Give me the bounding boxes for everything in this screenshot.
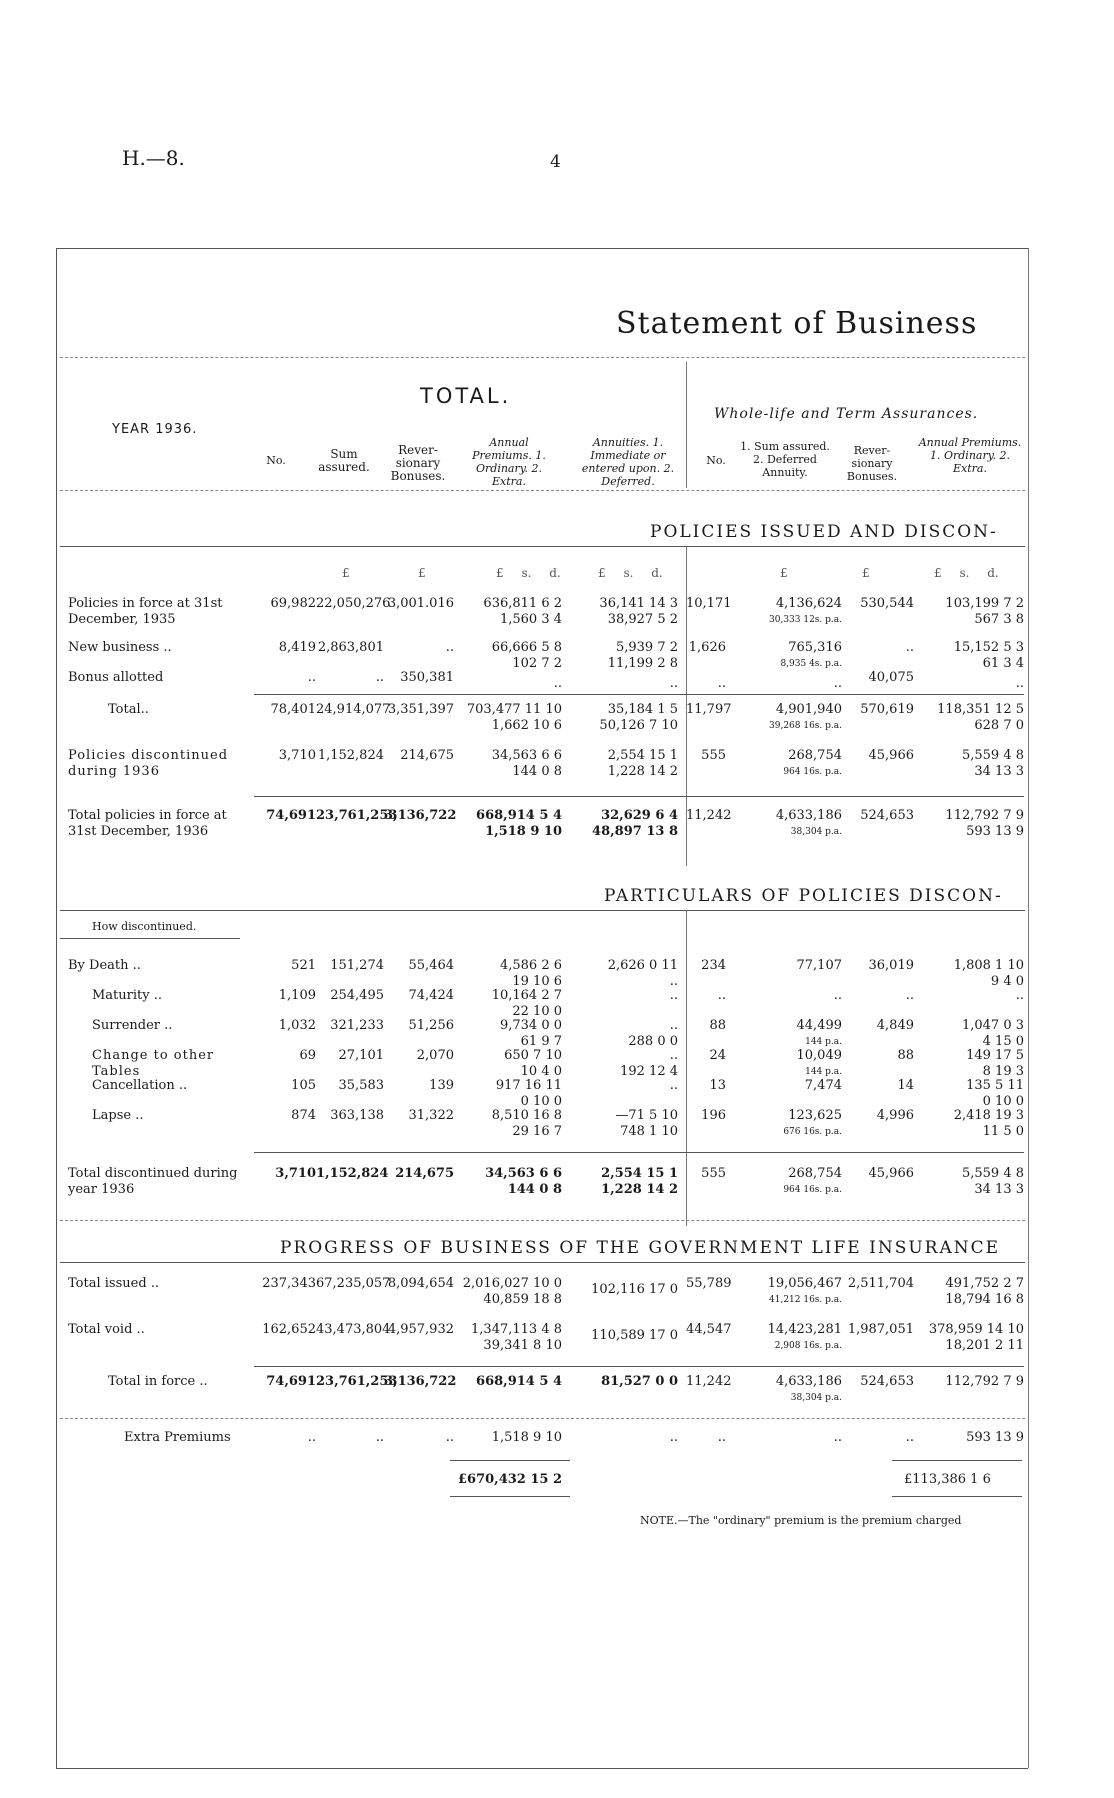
table-row bbox=[68, 1166, 1028, 1202]
prem-cell: 1,347,113 4 8 39,341 8 10 bbox=[471, 1322, 562, 1353]
wl-prem-cell: 1,047 0 3 4 15 0 bbox=[961, 1018, 1024, 1049]
wl-bonus-cell: 530,544 bbox=[860, 596, 914, 611]
row-label: Bonus allotted bbox=[68, 670, 164, 685]
table-row bbox=[68, 596, 1028, 632]
sum-cell: .. bbox=[375, 1430, 384, 1445]
wl-no-cell: 24 bbox=[709, 1048, 726, 1063]
no-cell: .. bbox=[307, 1430, 316, 1445]
wl-bonus-cell: 14 bbox=[897, 1078, 914, 1093]
no-cell: 162,652 bbox=[262, 1322, 316, 1337]
no-cell: 8,419 bbox=[278, 640, 316, 655]
section-particulars-rule bbox=[60, 910, 1025, 911]
wl-bonus-cell: .. bbox=[905, 1430, 914, 1445]
no-cell: 521 bbox=[291, 958, 316, 973]
unit-pound-1: £ bbox=[342, 566, 350, 580]
wl-prem-cell: 135 5 11 0 10 0 bbox=[966, 1078, 1024, 1109]
frame-bottom bbox=[56, 1768, 1028, 1769]
wl-sum-cell: 268,754 964 16s. p.a. bbox=[783, 748, 842, 777]
row-label: Surrender .. bbox=[92, 1018, 173, 1033]
wl-bonus-cell: 524,653 bbox=[860, 1374, 914, 1389]
table-row bbox=[68, 1108, 1028, 1144]
sum-cell: 24,914,077 bbox=[316, 702, 391, 717]
no-cell: 74,691 bbox=[266, 1374, 316, 1389]
wl-sum-cell: 4,136,624 30,333 12s. p.a. bbox=[769, 596, 842, 625]
row-label: Total policies in force at 31st December, 1936 bbox=[68, 808, 227, 839]
wl-no-cell: 10,171 bbox=[686, 596, 732, 611]
col-annuities: Annuities. 1. Immediate or entered upon. 2. Deferred. bbox=[581, 436, 675, 488]
wl-col-sum: 1. Sum assured. 2. Deferred Annuity. bbox=[740, 440, 830, 479]
wl-bonus-cell: 40,075 bbox=[868, 670, 914, 685]
frame-right bbox=[1028, 248, 1029, 1768]
wl-no-cell: 44,547 bbox=[686, 1322, 732, 1337]
sum-cell: 151,274 bbox=[330, 958, 384, 973]
ann-cell: .. bbox=[669, 1078, 678, 1093]
no-cell: 874 bbox=[291, 1108, 316, 1123]
year-label: YEAR 1936. bbox=[112, 422, 198, 437]
wl-prem-cell: 378,959 14 10 18,201 2 11 bbox=[928, 1322, 1024, 1353]
section-issued: POLICIES ISSUED AND DISCON- bbox=[650, 522, 998, 542]
prem-cell: .. bbox=[553, 676, 562, 691]
total-label: TOTAL. bbox=[420, 384, 512, 408]
ann-cell: 2,554 15 1 1,228 14 2 bbox=[607, 748, 678, 779]
grand-total-rule-bottom bbox=[450, 1496, 570, 1497]
bonus-cell: 4,957,932 bbox=[387, 1322, 454, 1337]
table-row bbox=[68, 1322, 1028, 1358]
bonus-cell: 2,070 bbox=[416, 1048, 454, 1063]
no-cell: 3,710 bbox=[278, 748, 316, 763]
sum-cell: 2,863,801 bbox=[317, 640, 384, 655]
ann-cell: —71 5 10 748 1 10 bbox=[615, 1108, 678, 1139]
wl-prem-cell: 5,559 4 8 34 13 3 bbox=[961, 748, 1024, 779]
wl-no-cell: 11,797 bbox=[686, 702, 732, 717]
subtotal-rule bbox=[254, 694, 1024, 695]
ann-cell: 5,939 7 2 11,199 2 8 bbox=[607, 640, 678, 671]
unit-pound-2: £ bbox=[418, 566, 426, 580]
wl-unit-lsd: £ s. d. bbox=[934, 566, 999, 580]
wl-bonus-cell: 4,849 bbox=[876, 1018, 914, 1033]
no-cell: .. bbox=[307, 670, 316, 685]
wl-bonus-cell: 36,019 bbox=[868, 958, 914, 973]
no-cell: 69,982 bbox=[270, 596, 316, 611]
wl-grand-total-rule-top bbox=[892, 1460, 1022, 1461]
wl-bonus-cell: 570,619 bbox=[860, 702, 914, 717]
row-label: By Death .. bbox=[68, 958, 141, 973]
sum-cell: 35,583 bbox=[338, 1078, 384, 1093]
no-cell: 74,691 bbox=[266, 808, 316, 823]
section-particulars: PARTICULARS OF POLICIES DISCON- bbox=[604, 886, 1003, 906]
particulars-total-rule bbox=[254, 1152, 1024, 1153]
wl-bonus-cell: 2,511,704 bbox=[847, 1276, 914, 1291]
bonus-cell: 214,675 bbox=[400, 748, 454, 763]
ann-cell: 81,527 0 0 bbox=[601, 1374, 678, 1389]
table-row bbox=[68, 702, 1028, 738]
wl-sum-cell: 19,056,467 41,212 16s. p.a. bbox=[767, 1276, 842, 1305]
wl-col-no: No. bbox=[706, 454, 726, 467]
wl-sum-cell: .. bbox=[833, 1430, 842, 1445]
wl-prem-cell: 593 13 9 bbox=[966, 1430, 1024, 1445]
prem-cell: 34,563 6 6 144 0 8 bbox=[485, 1166, 562, 1197]
sum-cell: 23,761,253 bbox=[316, 808, 398, 823]
how-rule bbox=[60, 938, 240, 939]
prem-cell: 668,914 5 4 bbox=[476, 1374, 562, 1389]
prem-cell: 9,734 0 0 61 9 7 bbox=[499, 1018, 562, 1049]
header-rule bbox=[60, 357, 1025, 358]
how-discontinued-label: How discontinued. bbox=[92, 920, 197, 933]
prem-cell: 10,164 2 7 22 10 0 bbox=[491, 988, 562, 1019]
no-cell: 1,032 bbox=[278, 1018, 316, 1033]
ann-cell: .. 192 12 4 bbox=[620, 1048, 678, 1079]
sum-cell: 23,761,253 bbox=[316, 1374, 398, 1389]
row-label: Maturity .. bbox=[92, 988, 162, 1003]
header-bottom-rule bbox=[60, 490, 1025, 491]
prem-cell: 650 7 10 10 4 0 bbox=[504, 1048, 562, 1079]
wl-sum-cell: 268,754 964 16s. p.a. bbox=[783, 1166, 842, 1195]
row-label: Policies discontinued during 1936 bbox=[68, 748, 229, 779]
bonus-cell: 3,136,722 bbox=[384, 1374, 457, 1389]
bonus-cell: 214,675 bbox=[395, 1166, 454, 1181]
footnote: NOTE.—The "ordinary" premium is the premium charged bbox=[640, 1514, 962, 1527]
wl-prem-cell: .. bbox=[1015, 988, 1024, 1003]
page-ref: H.—8. bbox=[122, 146, 185, 170]
wl-bonus-cell: 88 bbox=[897, 1048, 914, 1063]
bonus-cell: 3,001.016 bbox=[387, 596, 454, 611]
table-row bbox=[68, 1276, 1028, 1312]
wl-no-cell: 555 bbox=[701, 748, 726, 763]
pre-progress-rule bbox=[60, 1220, 1025, 1221]
wl-prem-cell: 149 17 5 8 19 3 bbox=[966, 1048, 1024, 1079]
wl-bonus-cell: 4,996 bbox=[876, 1108, 914, 1123]
no-cell: 1,109 bbox=[278, 988, 316, 1003]
ann-cell: 35,184 1 5 50,126 7 10 bbox=[599, 702, 678, 733]
wl-prem-cell: .. bbox=[1015, 676, 1024, 691]
ann-cell: 102,116 17 0 bbox=[591, 1282, 678, 1297]
wl-no-cell: 55,789 bbox=[686, 1276, 732, 1291]
row-label: Total.. bbox=[108, 702, 149, 717]
col-bonuses: Rever-sionary Bonuses. bbox=[390, 443, 446, 483]
ann-cell: .. 288 0 0 bbox=[628, 1018, 678, 1049]
ann-cell: .. bbox=[669, 676, 678, 691]
bonus-cell: 74,424 bbox=[408, 988, 454, 1003]
sum-cell: 1,152,824 bbox=[316, 1166, 389, 1181]
frame-top bbox=[56, 248, 1028, 249]
progress-dash-rule bbox=[60, 1418, 1025, 1419]
header-divider bbox=[686, 362, 687, 488]
prem-cell: 917 16 11 0 10 0 bbox=[495, 1078, 562, 1109]
wl-sum-cell: 4,633,186 38,304 p.a. bbox=[775, 808, 842, 837]
frame-left bbox=[56, 248, 57, 1768]
wl-prem-cell: 1,808 1 10 9 4 0 bbox=[953, 958, 1024, 989]
row-label: Total issued .. bbox=[68, 1276, 160, 1291]
page-number: 4 bbox=[550, 152, 561, 172]
wl-sum-cell: .. bbox=[833, 676, 842, 691]
wl-bonus-cell: .. bbox=[905, 640, 914, 655]
ann-cell: .. bbox=[669, 988, 678, 1003]
sum-cell: 67,235,057 bbox=[316, 1276, 391, 1291]
col-no: No. bbox=[266, 454, 286, 467]
section-progress-rule bbox=[60, 1262, 1025, 1263]
wl-no-cell: 555 bbox=[701, 1166, 726, 1181]
wl-bonus-cell: 45,966 bbox=[868, 1166, 914, 1181]
sum-cell: 321,233 bbox=[330, 1018, 384, 1033]
bonus-cell: 51,256 bbox=[408, 1018, 454, 1033]
wl-prem-cell: 118,351 12 5 628 7 0 bbox=[937, 702, 1024, 733]
wl-prem-cell: 112,792 7 9 bbox=[945, 1374, 1024, 1389]
page-title: Statement of Business bbox=[616, 306, 978, 341]
wl-no-cell: 13 bbox=[709, 1078, 726, 1093]
no-cell: 237,343 bbox=[262, 1276, 316, 1291]
wl-no-cell: 196 bbox=[701, 1108, 726, 1123]
section-progress: PROGRESS OF BUSINESS OF THE GOVERNMENT LIFE INSURANCE bbox=[280, 1238, 1001, 1258]
wl-prem-cell: 491,752 2 7 18,794 16 8 bbox=[945, 1276, 1024, 1307]
prem-cell: 2,016,027 10 0 40,859 18 8 bbox=[462, 1276, 562, 1307]
wl-sum-cell: 77,107 bbox=[796, 958, 842, 973]
wl-no-cell: .. bbox=[717, 676, 726, 691]
wl-col-premiums: Annual Premiums. 1. Ordinary. 2. Extra. bbox=[918, 436, 1022, 475]
wl-bonus-cell: 524,653 bbox=[860, 808, 914, 823]
wl-prem-cell: 2,418 19 3 11 5 0 bbox=[953, 1108, 1024, 1139]
table-row bbox=[68, 670, 1028, 706]
wl-sum-cell: 7,474 bbox=[804, 1078, 842, 1093]
wl-bonus-cell: .. bbox=[905, 988, 914, 1003]
bonus-cell: 3,351,397 bbox=[387, 702, 454, 717]
wl-grand-total: £113,386 1 6 bbox=[904, 1472, 991, 1487]
ann-cell: .. bbox=[669, 1430, 678, 1445]
row-label: Change to other Tables bbox=[92, 1048, 215, 1079]
unit-lsd-2: £ s. d. bbox=[598, 566, 663, 580]
no-cell: 69 bbox=[299, 1048, 316, 1063]
section-issued-rule bbox=[60, 546, 1025, 547]
prem-cell: 1,518 9 10 bbox=[491, 1430, 562, 1445]
wl-no-cell: 11,242 bbox=[686, 808, 732, 823]
wl-sum-cell: 14,423,281 2,908 16s. p.a. bbox=[767, 1322, 842, 1351]
wl-bonus-cell: 1,987,051 bbox=[847, 1322, 914, 1337]
wl-sum-cell: 4,901,940 39,268 16s. p.a. bbox=[769, 702, 842, 731]
sum-cell: 22,050,276 bbox=[316, 596, 391, 611]
row-label: Lapse .. bbox=[92, 1108, 144, 1123]
wl-bonus-cell: 45,966 bbox=[868, 748, 914, 763]
sum-cell: .. bbox=[375, 670, 384, 685]
total-rule bbox=[254, 796, 1024, 797]
sum-cell: 1,152,824 bbox=[317, 748, 384, 763]
row-label: Total discontinued during year 1936 bbox=[68, 1166, 238, 1197]
row-label: New business .. bbox=[68, 640, 172, 655]
grand-total-rule-top bbox=[450, 1460, 570, 1461]
ann-cell: 36,141 14 3 38,927 5 2 bbox=[599, 596, 678, 627]
col-sum-assured: Sum assured. bbox=[318, 447, 370, 474]
row-label: Policies in force at 31st December, 1935 bbox=[68, 596, 223, 627]
wl-unit-pound-1: £ bbox=[780, 566, 788, 580]
wl-sum-cell: 765,316 8,935 4s. p.a. bbox=[780, 640, 842, 669]
wl-sum-cell: 123,625 676 16s. p.a. bbox=[783, 1108, 842, 1137]
wl-sum-cell: 4,633,186 38,304 p.a. bbox=[775, 1374, 842, 1403]
wl-no-cell: 88 bbox=[709, 1018, 726, 1033]
wl-sum-cell: 10,049 144 p.a. bbox=[796, 1048, 842, 1077]
wl-no-cell: 234 bbox=[701, 958, 726, 973]
wl-no-cell: .. bbox=[717, 988, 726, 1003]
wl-prem-cell: 103,199 7 2 567 3 8 bbox=[945, 596, 1024, 627]
ann-cell: 2,626 0 11 .. bbox=[607, 958, 678, 989]
table-row bbox=[68, 1374, 1028, 1410]
wl-sum-cell: 44,499 144 p.a. bbox=[796, 1018, 842, 1047]
row-label: Extra Premiums bbox=[124, 1430, 231, 1445]
bonus-cell: 350,381 bbox=[400, 670, 454, 685]
no-cell: 105 bbox=[291, 1078, 316, 1093]
unit-lsd-1: £ s. d. bbox=[496, 566, 561, 580]
prem-cell: 636,811 6 2 1,560 3 4 bbox=[483, 596, 562, 627]
ann-cell: 2,554 15 1 1,228 14 2 bbox=[601, 1166, 678, 1197]
bonus-cell: 8,094,654 bbox=[387, 1276, 454, 1291]
sum-cell: 43,473,804 bbox=[316, 1322, 391, 1337]
bonus-cell: 139 bbox=[429, 1078, 454, 1093]
bonus-cell: 31,322 bbox=[408, 1108, 454, 1123]
wl-no-cell: 11,242 bbox=[686, 1374, 732, 1389]
bonus-cell: 55,464 bbox=[408, 958, 454, 973]
wl-title: Whole-life and Term Assurances. bbox=[714, 406, 979, 422]
no-cell: 3,710 bbox=[275, 1166, 316, 1181]
wl-unit-pound-2: £ bbox=[862, 566, 870, 580]
row-label: Total in force .. bbox=[108, 1374, 208, 1389]
sum-cell: 254,495 bbox=[330, 988, 384, 1003]
ann-cell: 32,629 6 4 48,897 13 8 bbox=[592, 808, 678, 839]
prem-cell: 703,477 11 10 1,662 10 6 bbox=[466, 702, 562, 733]
wl-no-cell: 1,626 bbox=[688, 640, 726, 655]
prem-cell: 8,510 16 8 29 16 7 bbox=[491, 1108, 562, 1139]
wl-no-cell: .. bbox=[717, 1430, 726, 1445]
wl-grand-total-rule-bottom bbox=[892, 1496, 1022, 1497]
sum-cell: 27,101 bbox=[338, 1048, 384, 1063]
prem-cell: 34,563 6 6 144 0 8 bbox=[491, 748, 562, 779]
sum-cell: 363,138 bbox=[330, 1108, 384, 1123]
wl-prem-cell: 5,559 4 8 34 13 3 bbox=[961, 1166, 1024, 1197]
col-premiums: Annual Premiums. 1. Ordinary. 2. Extra. bbox=[472, 436, 546, 488]
table-row bbox=[68, 748, 1028, 784]
wl-prem-cell: 15,152 5 3 61 3 4 bbox=[953, 640, 1024, 671]
table-row bbox=[68, 808, 1028, 844]
prem-cell: 66,666 5 8 102 7 2 bbox=[491, 640, 562, 671]
no-cell: 78,401 bbox=[270, 702, 316, 717]
row-label: Total void .. bbox=[68, 1322, 145, 1337]
grand-total: £670,432 15 2 bbox=[458, 1472, 563, 1487]
prem-cell: 4,586 2 6 19 10 6 bbox=[499, 958, 562, 989]
wl-prem-cell: 112,792 7 9 593 13 9 bbox=[945, 808, 1024, 839]
bonus-cell: .. bbox=[445, 1430, 454, 1445]
bonus-cell: 3,136,722 bbox=[384, 808, 457, 823]
row-label: Cancellation .. bbox=[92, 1078, 188, 1093]
ann-cell: 110,589 17 0 bbox=[591, 1328, 678, 1343]
prem-cell: 668,914 5 4 1,518 9 10 bbox=[476, 808, 562, 839]
wl-col-bonuses: Rever-sionary Bonuses. bbox=[846, 444, 898, 483]
progress-sub-rule bbox=[254, 1366, 1024, 1367]
bonus-cell: .. bbox=[445, 640, 454, 655]
wl-sum-cell: .. bbox=[833, 988, 842, 1003]
